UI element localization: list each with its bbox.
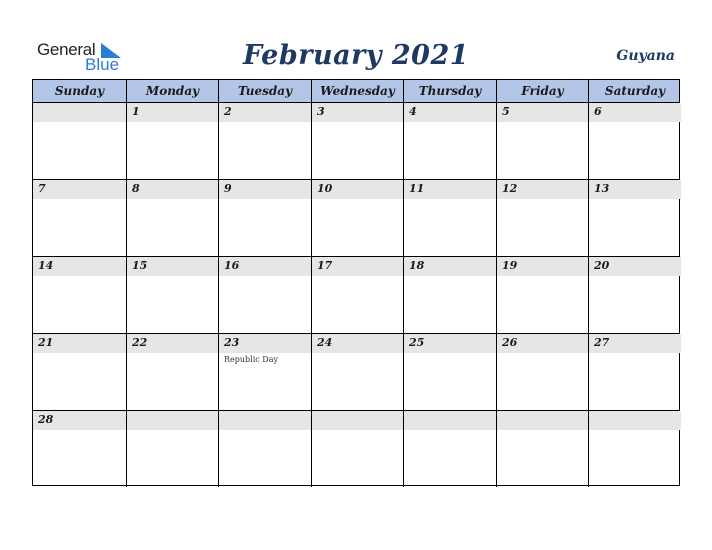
day-number: 13 <box>594 182 610 195</box>
day-cell <box>588 103 681 179</box>
day-number: 15 <box>132 259 148 272</box>
day-cell <box>218 334 311 410</box>
day-cell <box>218 103 311 179</box>
week-row <box>33 411 679 487</box>
date-strip <box>33 103 126 122</box>
day-number: 5 <box>502 105 510 118</box>
weekday-friday: Friday <box>496 80 588 102</box>
date-strip <box>589 103 681 122</box>
day-cell <box>126 257 218 333</box>
day-cell <box>496 257 588 333</box>
day-cell <box>403 257 496 333</box>
day-cell <box>311 180 403 256</box>
date-strip <box>497 103 588 122</box>
day-number: 2 <box>224 105 232 118</box>
day-number: 8 <box>132 182 140 195</box>
holiday-label: Republic Day <box>224 355 278 364</box>
day-cell <box>33 103 126 179</box>
day-number: 28 <box>38 413 54 426</box>
date-strip <box>219 411 311 430</box>
day-cell <box>588 334 681 410</box>
calendar-title: February 2021 <box>242 40 470 71</box>
day-cell <box>311 334 403 410</box>
week-row <box>33 257 679 334</box>
day-number: 16 <box>224 259 240 272</box>
weekday-saturday: Saturday <box>588 80 681 102</box>
day-cell <box>126 180 218 256</box>
weekday-wednesday: Wednesday <box>311 80 403 102</box>
day-number: 1 <box>132 105 140 118</box>
day-cell <box>496 180 588 256</box>
day-number: 9 <box>224 182 232 195</box>
calendar-grid <box>32 79 680 486</box>
day-number: 17 <box>317 259 333 272</box>
day-number: 23 <box>224 336 240 349</box>
day-cell <box>311 411 403 487</box>
date-strip <box>312 411 403 430</box>
day-cell <box>311 257 403 333</box>
date-strip <box>33 180 126 199</box>
day-cell <box>126 103 218 179</box>
day-cell <box>588 257 681 333</box>
date-strip <box>219 180 311 199</box>
date-strip <box>404 103 496 122</box>
day-number: 12 <box>502 182 518 195</box>
day-number: 7 <box>38 182 46 195</box>
date-strip <box>127 411 218 430</box>
day-cell <box>311 103 403 179</box>
date-strip <box>312 103 403 122</box>
day-cell <box>588 180 681 256</box>
weekday-monday: Monday <box>126 80 218 102</box>
weekday-tuesday: Tuesday <box>218 80 311 102</box>
day-number: 3 <box>317 105 325 118</box>
day-cell <box>33 334 126 410</box>
day-cell <box>496 103 588 179</box>
date-strip <box>497 411 588 430</box>
day-number: 10 <box>317 182 333 195</box>
day-cell <box>403 103 496 179</box>
date-strip <box>127 180 218 199</box>
day-number: 18 <box>409 259 425 272</box>
day-cell <box>496 334 588 410</box>
day-cell <box>126 411 218 487</box>
date-strip <box>404 411 496 430</box>
day-number: 21 <box>38 336 54 349</box>
weekday-sunday: Sunday <box>54 84 105 98</box>
day-cell <box>403 334 496 410</box>
logo-general-text: General <box>37 40 96 59</box>
week-row <box>33 180 679 257</box>
logo-blue-text: Blue <box>85 55 120 74</box>
day-cell <box>33 257 126 333</box>
day-number: 6 <box>594 105 602 118</box>
weekday-header-row <box>33 80 679 103</box>
date-strip <box>127 103 218 122</box>
day-cell <box>218 411 311 487</box>
day-number: 25 <box>409 336 425 349</box>
day-cell <box>126 334 218 410</box>
day-cell <box>218 257 311 333</box>
day-number: 19 <box>502 259 518 272</box>
day-number: 22 <box>132 336 148 349</box>
day-cell <box>496 411 588 487</box>
country-label: Guyana <box>616 48 675 64</box>
day-number: 20 <box>594 259 610 272</box>
day-number: 27 <box>594 336 610 349</box>
day-number: 14 <box>38 259 54 272</box>
day-cell <box>33 180 126 256</box>
day-cell <box>403 411 496 487</box>
weekday-thursday: Thursday <box>403 80 496 102</box>
day-number: 4 <box>409 105 417 118</box>
date-strip <box>589 411 681 430</box>
day-number: 11 <box>409 182 425 195</box>
day-cell <box>33 411 126 487</box>
date-strip <box>219 103 311 122</box>
day-number: 26 <box>502 336 518 349</box>
day-cell <box>218 180 311 256</box>
day-number: 24 <box>317 336 333 349</box>
day-cell <box>588 411 681 487</box>
week-row <box>33 103 679 180</box>
day-cell <box>403 180 496 256</box>
week-row <box>33 334 679 411</box>
